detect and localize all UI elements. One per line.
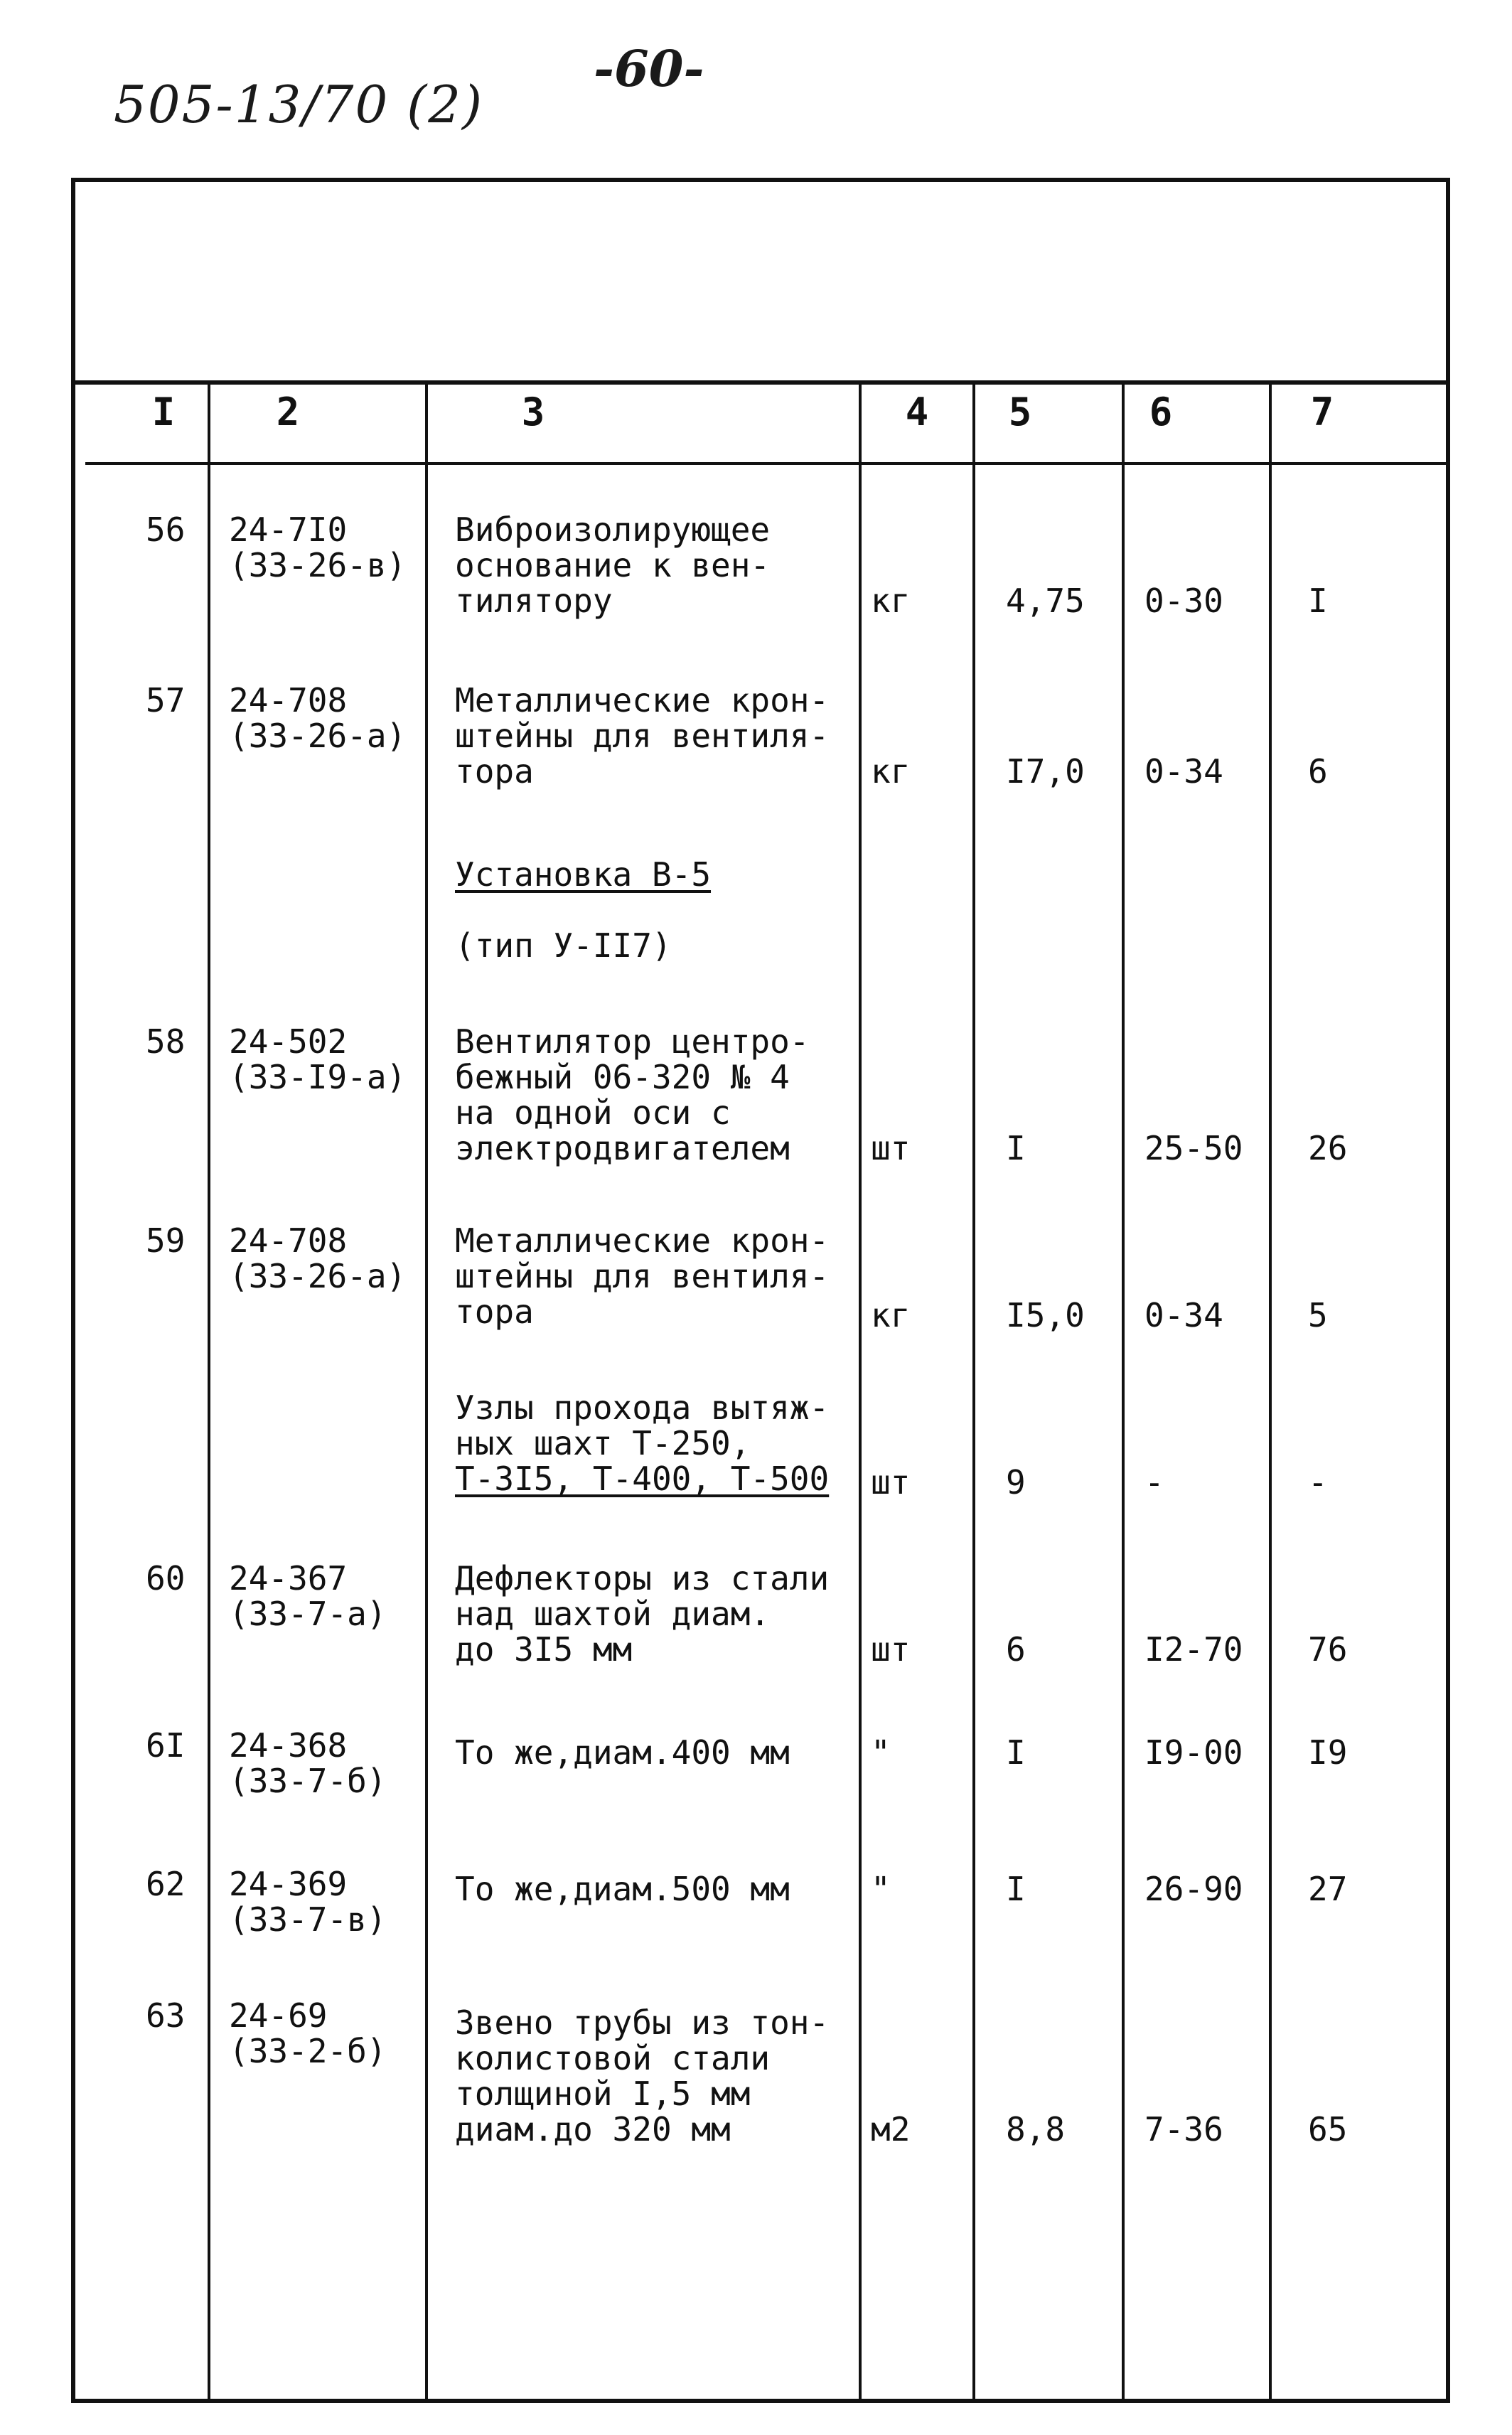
row-total: 65 xyxy=(1308,2110,1348,2148)
column-divider-3 xyxy=(859,384,862,2399)
section-subtitle: (тип У-II7) xyxy=(455,926,672,965)
row-total: 5 xyxy=(1308,1296,1328,1334)
row-description: Виброизолирующее основание к вен- тилятору xyxy=(455,510,771,620)
column-header-6: 6 xyxy=(1149,390,1173,434)
header-divider xyxy=(71,380,1450,385)
column-divider-2 xyxy=(425,384,428,2399)
row-code: 24-708 (33-26-а) xyxy=(229,1221,407,1295)
row-description: То же,диам.400 мм xyxy=(455,1733,790,1772)
row-number: 56 xyxy=(146,510,186,549)
row-code: 24-502 (33-I9-а) xyxy=(229,1022,407,1096)
column-divider-1 xyxy=(208,384,210,2399)
row-quantity: 8,8 xyxy=(1006,2110,1066,2148)
row-description: Т-3I5, Т-400, Т-500 xyxy=(455,1460,830,1498)
row-price: 25-50 xyxy=(1144,1129,1243,1167)
row-price: 0-30 xyxy=(1144,582,1223,620)
row-price: I9-00 xyxy=(1144,1733,1243,1772)
row-description: Дефлекторы из стали над шахтой диам. до 3I5 мм xyxy=(455,1559,830,1669)
column-header-7: 7 xyxy=(1310,390,1334,434)
row-code: 24-708 (33-26-а) xyxy=(229,681,407,755)
row-number: 62 xyxy=(146,1865,186,1903)
row-code: 24-367 (33-7-а) xyxy=(229,1559,387,1633)
row-price: 26-90 xyxy=(1144,1870,1243,1908)
page-number: -60- xyxy=(594,39,704,98)
row-unit: кг xyxy=(871,1296,911,1334)
row-quantity: I5,0 xyxy=(1006,1296,1085,1334)
row-unit: кг xyxy=(871,582,911,620)
row-number: 6I xyxy=(146,1726,186,1765)
row-price: 7-36 xyxy=(1144,2110,1223,2148)
row-price: I2-70 xyxy=(1144,1630,1243,1669)
row-quantity: 9 xyxy=(1006,1463,1026,1502)
row-quantity: I xyxy=(1006,1733,1026,1772)
row-total: 6 xyxy=(1308,752,1328,791)
row-quantity: I xyxy=(1006,1870,1026,1908)
row-description: Звено трубы из тон- колистовой стали толщиной I,5 мм диам.до 320 мм xyxy=(455,2003,830,2148)
row-quantity: I7,0 xyxy=(1006,752,1085,791)
row-price: 0-34 xyxy=(1144,1296,1223,1334)
row-quantity: 6 xyxy=(1006,1630,1026,1669)
column-header-2: 2 xyxy=(276,390,300,434)
row-unit: кг xyxy=(871,752,911,791)
column-header-1: I xyxy=(151,390,176,434)
row-number: 58 xyxy=(146,1022,186,1061)
column-header-4: 4 xyxy=(905,390,929,434)
row-quantity: 4,75 xyxy=(1006,582,1085,620)
document-code: 505-13/70 (2) xyxy=(114,75,484,134)
row-unit: шт xyxy=(871,1630,911,1669)
row-code: 24-7I0 (33-26-в) xyxy=(229,510,407,584)
row-unit: шт xyxy=(871,1463,911,1502)
row-description: Вентилятор центро- бежный 06-320 № 4 на одной оси с электродвигателем xyxy=(455,1022,810,1167)
column-divider-4 xyxy=(972,384,975,2399)
row-total: 76 xyxy=(1308,1630,1348,1669)
section-title: Установка В-5 xyxy=(455,855,712,894)
row-unit: " xyxy=(871,1870,891,1908)
row-description: То же,диам.500 мм xyxy=(455,1870,790,1908)
column-header-5: 5 xyxy=(1008,390,1032,434)
row-quantity: I xyxy=(1006,1129,1026,1167)
row-total: I9 xyxy=(1308,1733,1348,1772)
row-number: 57 xyxy=(146,681,186,719)
row-description: Металлические крон- штейны для вентиля- тора xyxy=(455,1221,830,1331)
row-price: 0-34 xyxy=(1144,752,1223,791)
row-unit: " xyxy=(871,1733,891,1772)
column-header-divider xyxy=(85,462,1447,465)
row-total: 27 xyxy=(1308,1870,1348,1908)
row-unit: м2 xyxy=(871,2110,911,2148)
row-code: 24-369 (33-7-в) xyxy=(229,1865,387,1939)
row-total: I xyxy=(1308,582,1328,620)
row-total: 26 xyxy=(1308,1129,1348,1167)
column-divider-5 xyxy=(1122,384,1125,2399)
row-number: 63 xyxy=(146,1996,186,2035)
row-description: Узлы прохода вытяж- xyxy=(455,1388,830,1427)
row-code: 24-69 (33-2-б) xyxy=(229,1996,387,2070)
row-number: 60 xyxy=(146,1559,186,1598)
row-code: 24-368 (33-7-б) xyxy=(229,1726,387,1800)
row-description: ных шахт Т-250, xyxy=(455,1424,751,1462)
column-header-3: 3 xyxy=(521,390,545,434)
row-number: 59 xyxy=(146,1221,186,1260)
column-divider-6 xyxy=(1269,384,1272,2399)
row-total: - xyxy=(1308,1463,1328,1502)
row-price: - xyxy=(1144,1463,1164,1502)
row-unit: шт xyxy=(871,1129,911,1167)
row-description: Металлические крон- штейны для вентиля- тора xyxy=(455,681,830,791)
